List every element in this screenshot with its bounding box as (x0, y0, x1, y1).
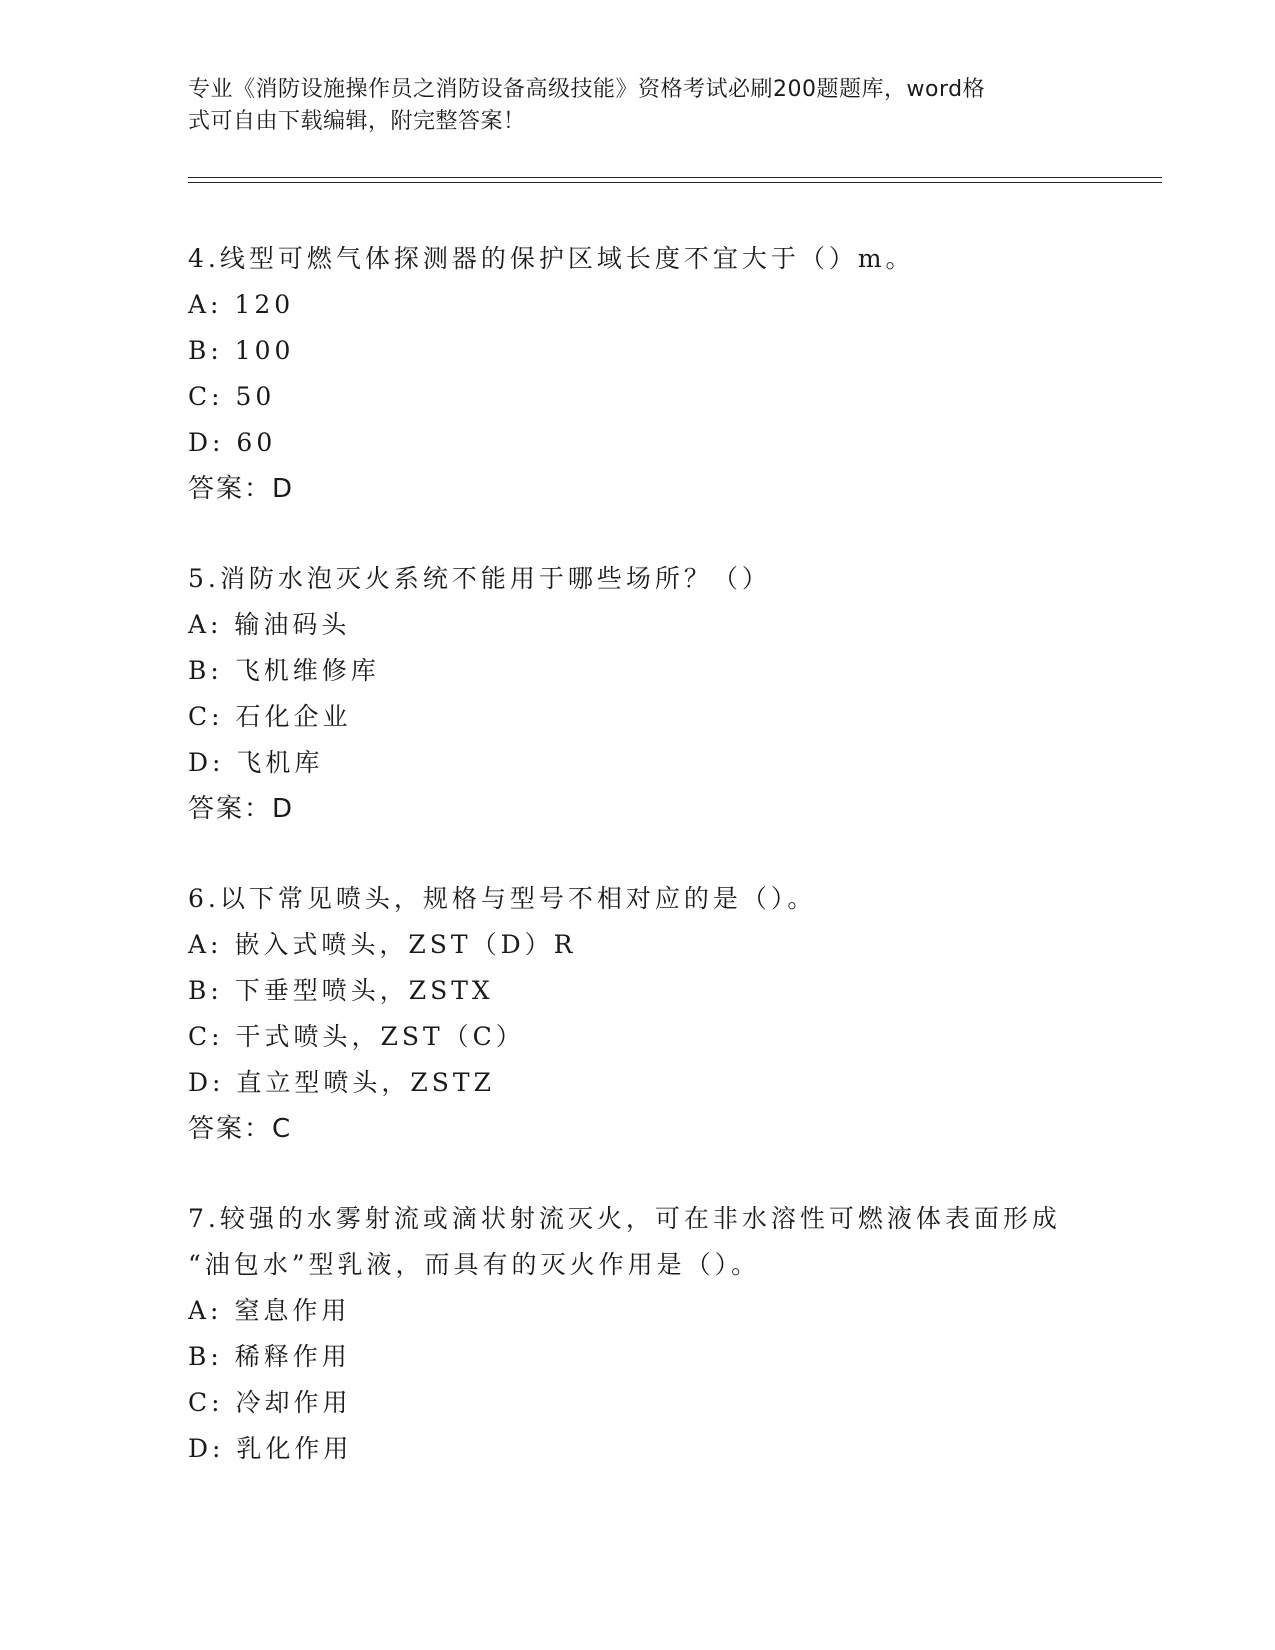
question-stem-line-2: “油包水”型乳液，而具有的灭火作用是（）。 (188, 1250, 761, 1279)
answer: 答案：D (188, 474, 295, 504)
option-b: B: 下垂型喷头，ZSTX (188, 976, 494, 1005)
option-a: A: 窒息作用 (188, 1296, 351, 1325)
question-stem-line-1: 7.较强的水雾射流或滴状射流灭火，可在非水溶性可燃液体表面形成 (188, 1204, 1061, 1233)
option-b: B: 稀释作用 (188, 1342, 351, 1371)
answer: 答案：C (188, 1114, 293, 1144)
answer: 答案：D (188, 794, 295, 824)
option-d: D: 乳化作用 (188, 1434, 353, 1463)
option-d: D: 直立型喷头，ZSTZ (188, 1068, 495, 1097)
option-c: C: 干式喷头，ZST（C） (188, 1022, 525, 1051)
question-block-5 (188, 556, 1088, 830)
option-a: A: 输油码头 (188, 610, 351, 639)
question-stem: 6.以下常见喷头，规格与型号不相对应的是（）。 (188, 884, 817, 913)
option-b: B: 100 (188, 336, 295, 365)
header-line-1: 专业《消防设施操作员之消防设备高级技能》资格考试必刷200题题库，word格 (188, 77, 986, 102)
document-header (188, 74, 1068, 138)
option-b: B: 飞机维修库 (188, 656, 380, 685)
question-block-4 (188, 236, 1088, 510)
header-divider-bottom (188, 182, 1162, 183)
question-block-7 (188, 1196, 1088, 1472)
option-a: A: 嵌入式喷头，ZST（D）R (188, 930, 577, 959)
question-stem: 4.线型可燃气体探测器的保护区域长度不宜大于（）m。 (188, 244, 915, 273)
option-a: A: 120 (188, 290, 295, 319)
header-divider-top (188, 177, 1162, 178)
option-c: C: 石化企业 (188, 702, 352, 731)
option-d: D: 60 (188, 428, 277, 457)
option-d: D: 飞机库 (188, 748, 324, 777)
question-stem: 5.消防水泡灭火系统不能用于哪些场所？（） (188, 564, 771, 593)
question-block-6 (188, 876, 1088, 1150)
option-c: C: 50 (188, 382, 276, 411)
header-line-2: 式可自由下载编辑，附完整答案！ (188, 109, 526, 134)
option-c: C: 冷却作用 (188, 1388, 352, 1417)
